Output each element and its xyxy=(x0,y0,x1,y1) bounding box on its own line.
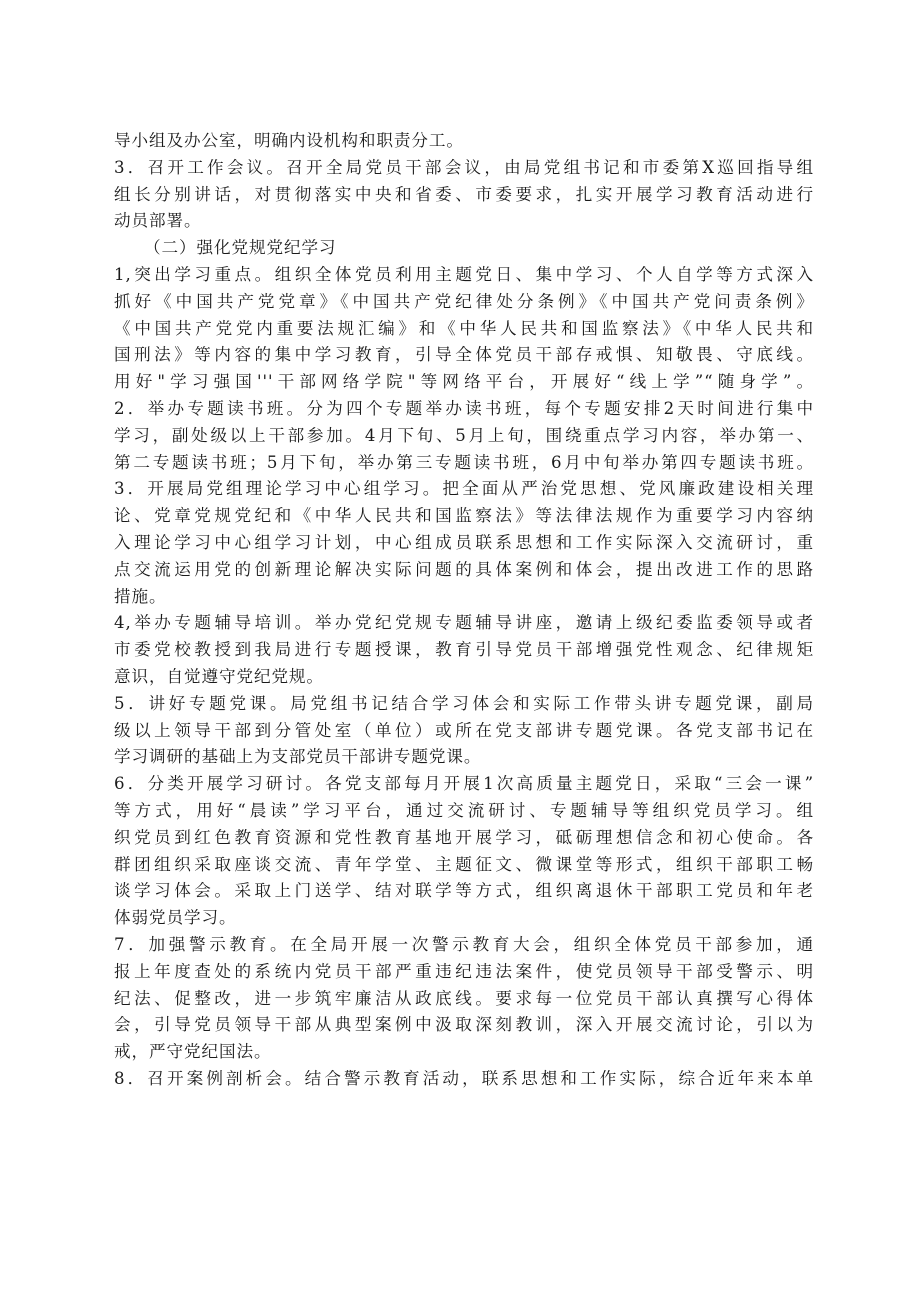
text-line: 论、党章党规党纪和《中华人民共和国监察法》等法律法规作为重要学习内容纳 xyxy=(114,506,814,526)
text-line: 体弱党员学习。 xyxy=(114,908,237,928)
section-heading: （二）强化党规党纪学习 xyxy=(144,238,337,258)
text-line: 入理论学习中心组学习计划，中心组成员联系思想和工作实际深入交流研讨，重 xyxy=(114,532,814,552)
document-page xyxy=(114,128,814,1093)
text-line: 导小组及办公室，明确内设机构和职责分工。 xyxy=(114,131,464,150)
text-line: 3．召开工作会议。召开全局党员干部会议，由局党组书记和市委第X巡回指导组 xyxy=(114,157,814,177)
text-line: 学习，副处级以上干部参加。4月下旬、5月上旬，围绕重点学习内容，举办第一、 xyxy=(114,425,814,445)
text-line: 群团组织采取座谈交流、青年学堂、主题征文、微课堂等形式，组织干部职工畅 xyxy=(114,854,814,874)
text-line: 学习调研的基础上为支部党员干部讲专题党课。 xyxy=(114,747,482,767)
text-line: 纪法、促整改，进一步筑牢廉洁从政底线。要求每一位党员干部认真撰写心得体 xyxy=(114,988,814,1008)
text-line: 点交流运用党的创新理论解决实际问题的具体案例和体会，提出改进工作的思路 xyxy=(114,559,814,579)
text-line: 1,突出学习重点。组织全体党员利用主题党日、集中学习、个人自学等方式深入 xyxy=(114,264,814,284)
text-line: 2．举办专题读书班。分为四个专题举办读书班，每个专题安排2天时间进行集中 xyxy=(114,398,814,418)
text-line: 国刑法》等内容的集中学习教育，引导全体党员干部存戒惧、知敬畏、守底线。 xyxy=(114,345,814,365)
text-line: 市委党校教授到我局进行专题授课，教育引导党员干部增强党性观念、纪律规矩 xyxy=(114,640,814,660)
text-line: 8．召开案例剖析会。结合警示教育活动，联系思想和工作实际，综合近年来本单 xyxy=(114,1068,814,1088)
text-line: 级以上领导干部到分管处室（单位）或所在党支部讲专题党课。各党支部书记在 xyxy=(114,720,814,740)
text-line: 6．分类开展学习研讨。各党支部每月开展1次高质量主题党日，采取“三会一课” xyxy=(114,774,814,794)
text-line: 7．加强警示教育。在全局开展一次警示教育大会，组织全体党员干部参加，通 xyxy=(114,934,814,954)
document-body xyxy=(114,128,814,1093)
text-line: 等方式，用好“晨读”学习平台，通过交流研讨、专题辅导等组织党员学习。组 xyxy=(114,800,814,820)
text-line: 会，引导党员领导干部从典型案例中汲取深刻教训，深入开展交流讨论，引以为 xyxy=(114,1015,814,1035)
text-line: 第二专题读书班；5月下旬，举办第三专题读书班，6月中旬举办第四专题读书班。 xyxy=(114,452,814,472)
text-line: 报上年度查处的系统内党员干部严重违纪违法案件，使党员领导干部受警示、明 xyxy=(114,961,814,981)
text-line: 《中国共产党党内重要法规汇编》和《中华人民共和国监察法》《中华人民共和 xyxy=(114,318,814,338)
text-line: 措施。 xyxy=(114,586,167,606)
text-line: 戒，严守党纪国法。 xyxy=(114,1042,272,1062)
text-line: 5．讲好专题党课。局党组书记结合学习体会和实际工作带头讲专题党课，副局 xyxy=(114,693,814,713)
text-line: 意识，自觉遵守党纪党规。 xyxy=(114,666,324,686)
text-line: 3．开展局党组理论学习中心组学习。把全面从严治党思想、党风廉政建设相关理 xyxy=(114,479,814,499)
text-line: 组长分别讲话，对贯彻落实中央和省委、市委要求，扎实开展学习教育活动进行 xyxy=(114,184,814,204)
text-line: 动员部署。 xyxy=(114,211,202,231)
text-line: 用好"学习强国'''干部网络学院"等网络平台，开展好“线上学”“随身学”。 xyxy=(114,372,814,392)
text-line: 抓好《中国共产党党章》《中国共产党纪律处分条例》《中国共产党问责条例》 xyxy=(114,291,814,311)
text-line: 织党员到红色教育资源和党性教育基地开展学习，砥砺理想信念和初心使命。各 xyxy=(114,827,814,847)
text-line: 4,举办专题辅导培训。举办党纪党规专题辅导讲座，邀请上级纪委监委领导或者 xyxy=(114,613,814,633)
text-line: 谈学习体会。采取上门送学、结对联学等方式，组织离退休干部职工党员和年老 xyxy=(114,881,814,901)
